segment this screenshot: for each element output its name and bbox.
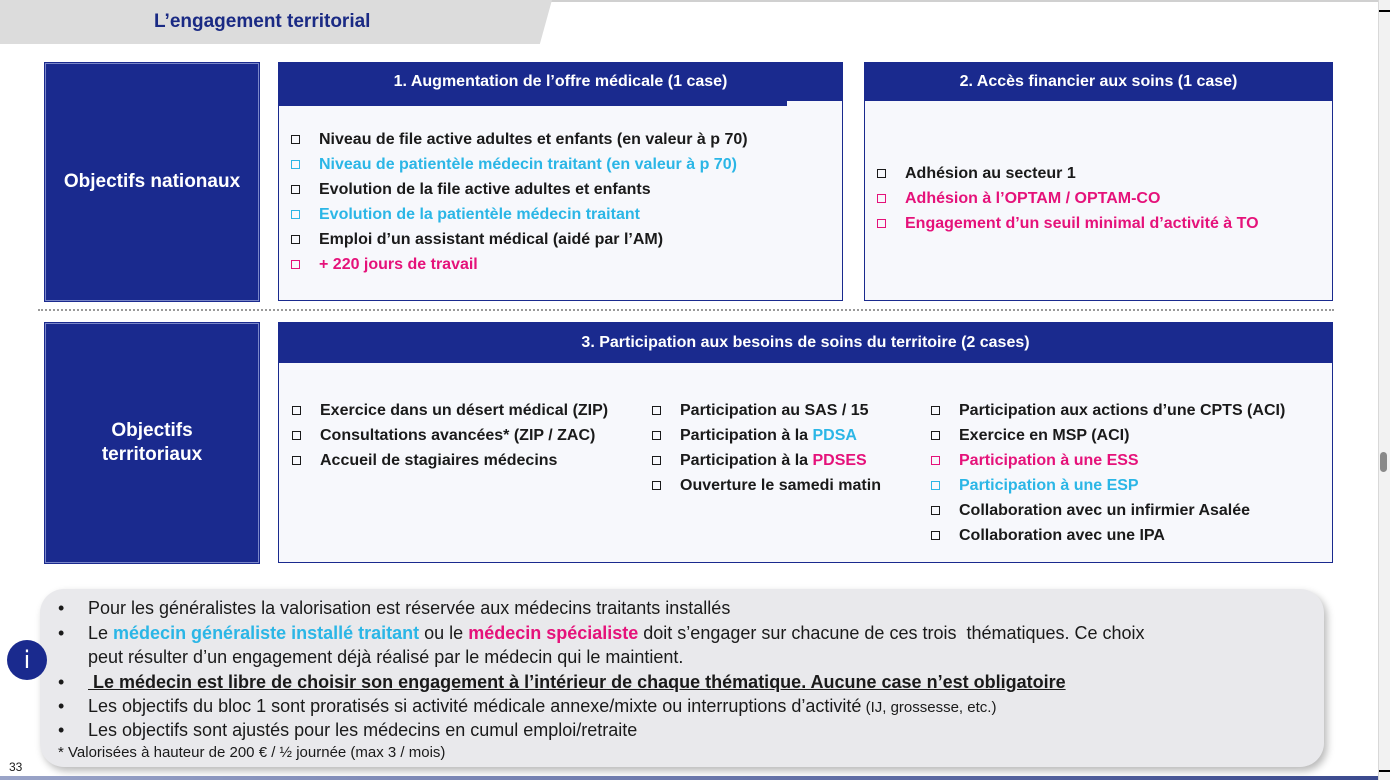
territorial-checklist-col3 [931,398,1285,548]
national-objectives-box [44,62,260,302]
section-separator [38,309,1334,311]
territorial-checklist-col2 [652,398,881,498]
info-line-5: • Les objectifs sont ajustés pour les médecins en cumul emploi/retraite [58,720,638,740]
gp-highlight: médecin généraliste installé traitant [113,623,420,643]
checklist-item[interactable]: Accueil de stagiaires médecins [292,448,608,473]
checkbox-icon[interactable] [931,481,940,490]
checklist-item[interactable]: Evolution de la file active adultes et enfants [291,177,748,202]
checklist-item[interactable]: Participation à la PDSES [652,448,881,473]
panel-financial-access-header [865,63,1332,101]
checklist-item[interactable]: Engagement d’un seuil minimal d’activité à TO [877,211,1259,236]
checkbox-icon[interactable] [291,160,300,169]
checkbox-icon[interactable] [652,481,661,490]
checkbox-icon[interactable] [291,260,300,269]
checkbox-icon[interactable] [931,456,940,465]
bullet: • [58,672,65,692]
panel-medical-offer-header [279,63,842,101]
info-icon: i [7,640,47,680]
checkbox-icon[interactable] [652,406,661,415]
specialist-highlight: médecin spécialiste [468,623,639,643]
header-underline [279,101,787,106]
checkbox-icon[interactable] [291,235,300,244]
vertical-scrollbar[interactable] [1378,0,1390,780]
pdses-highlight: PDSES [812,452,867,469]
checklist-item[interactable]: Participation à la PDSA [652,423,881,448]
checkbox-icon[interactable] [292,406,301,415]
checklist-item[interactable]: Participation au SAS / 15 [652,398,881,423]
checklist-item[interactable]: Participation à une ESP [931,473,1285,498]
scrollbar-bottom-marker [1379,770,1390,772]
checkbox-icon[interactable] [877,219,886,228]
bottom-accent-line [0,776,1378,780]
checklist-item[interactable]: Participation aux actions d’une CPTS (ACI) [931,398,1285,423]
territorial-checklist-col1 [292,398,608,473]
checkbox-icon[interactable] [292,431,301,440]
panel-territorial-needs-title: 3. Participation aux besoins de soins du territoire (2 cases) [581,334,1030,351]
panel-medical-offer-title: 1. Augmentation de l’offre médicale (1 case) [393,73,728,90]
checkbox-icon[interactable] [877,194,886,203]
checklist-item[interactable]: Adhésion au secteur 1 [877,161,1259,186]
checklist-item[interactable]: Emploi d’un assistant médical (aidé par l’AM) [291,227,748,252]
medical-offer-checklist [291,127,748,277]
bullet: • [58,598,65,618]
panel-medical-offer [278,62,843,301]
territorial-objectives-box [44,322,260,564]
emphasis-statement: Le médecin est libre de choisir son engagement à l’intérieur de chaque thématique. Aucune case n’est obligatoire [88,672,1066,692]
checkbox-icon[interactable] [931,431,940,440]
info-line-1: • Pour les généralistes la valorisation est réservée aux médecins traitants installés [58,598,731,618]
checklist-item[interactable]: Exercice en MSP (ACI) [931,423,1285,448]
info-line-3 [58,672,1066,693]
checkbox-icon[interactable] [931,406,940,415]
bullet: • [58,623,65,643]
scrollbar-top-marker [1379,10,1390,12]
checklist-item[interactable]: + 220 jours de travail [291,252,748,277]
checklist-item[interactable]: Collaboration avec une IPA [931,523,1285,548]
territorial-objectives-label-line1: Objectifs [111,420,193,441]
checklist-item[interactable]: Exercice dans un désert médical (ZIP) [292,398,608,423]
territorial-objectives-label-line2: territoriaux [101,444,203,465]
checklist-item[interactable]: Ouverture le samedi matin [652,473,881,498]
checkbox-icon[interactable] [877,169,886,178]
financial-access-checklist [877,161,1259,236]
scrollbar-thumb[interactable] [1380,452,1387,472]
panel-financial-access [864,62,1333,301]
panel-financial-access-title: 2. Accès financier aux soins (1 case) [959,73,1238,90]
national-objectives-label: Objectifs nationaux [63,171,241,192]
checklist-item[interactable]: Niveau de file active adultes et enfants (en valeur à p 70) [291,127,748,152]
checklist-item[interactable]: Consultations avancées* (ZIP / ZAC) [292,423,608,448]
checkbox-icon[interactable] [652,456,661,465]
info-line-2: • Le médecin généraliste installé traitant ou le médecin spécialiste doit s’engager sur chacune de ces trois thématiques. Ce choix [58,623,1145,643]
panel-territorial-needs-header [279,323,1332,363]
checkbox-icon[interactable] [291,210,300,219]
checklist-item[interactable]: Evolution de la patientèle médecin traitant [291,202,748,227]
checkbox-icon[interactable] [652,431,661,440]
checkbox-icon[interactable] [931,531,940,540]
info-line-4: • Les objectifs du bloc 1 sont proratisés si activité médicale annexe/mixte ou interruptions d’activité (IJ, grossesse, etc.) [58,696,997,716]
checkbox-icon[interactable] [292,456,301,465]
checklist-item[interactable]: Participation à une ESS [931,448,1285,473]
checklist-item[interactable]: Adhésion à l’OPTAM / OPTAM-CO [877,186,1259,211]
page-number: 33 [9,760,23,774]
checkbox-icon[interactable] [291,185,300,194]
checkbox-icon[interactable] [931,506,940,515]
pdsa-highlight: PDSA [812,427,857,444]
checkbox-icon[interactable] [291,135,300,144]
bullet: • [58,696,65,716]
panel-territorial-needs [278,322,1333,563]
footnote: * Valorisées à hauteur de 200 € / ½ journée (max 3 / mois) [58,744,446,761]
checklist-item[interactable]: Collaboration avec un infirmier Asalée [931,498,1285,523]
bullet: • [58,720,65,740]
page-title: L’engagement territorial [154,11,371,32]
checklist-item[interactable]: Niveau de patientèle médecin traitant (en valeur à p 70) [291,152,748,177]
info-line-2-continuation: peut résulter d’un engagement déjà réalisé par le médecin qui le maintient. [88,647,684,667]
